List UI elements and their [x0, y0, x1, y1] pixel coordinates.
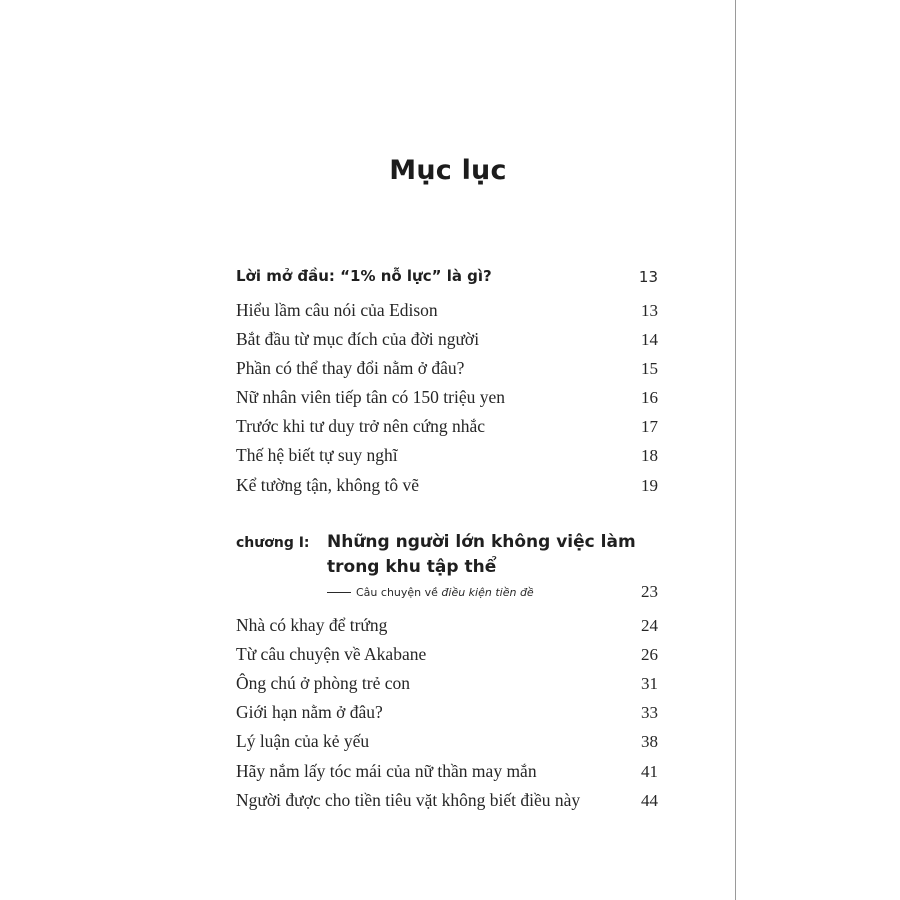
toc-entry-page: 41 — [641, 762, 658, 781]
toc-entry-page: 38 — [641, 732, 658, 751]
toc-entry: Bắt đầu từ mục đích của đời người — [236, 329, 480, 349]
toc-entry: Người được cho tiền tiêu vặt không biết điều này — [236, 790, 581, 810]
toc-entry: Hiểu lầm câu nói của Edison — [236, 300, 438, 320]
chapter-page-number: 23 — [641, 582, 658, 601]
page-title: Mục lục — [389, 155, 507, 186]
toc-entry: Lý luận của kẻ yếu — [236, 731, 370, 751]
toc-entry-page: 33 — [641, 703, 658, 722]
toc-entry-page: 14 — [641, 330, 658, 349]
toc-entry: Nữ nhân viên tiếp tân có 150 triệu yen — [236, 387, 505, 407]
chapter-title-line-1: Những người lớn không việc làm — [327, 532, 636, 552]
chapter-number: chương I: — [236, 535, 310, 551]
toc-entry: Giới hạn nằm ở đâu? — [236, 702, 383, 722]
em-dash-rule — [327, 592, 351, 593]
toc-entry-page: 24 — [641, 616, 658, 635]
toc-entry-page: 13 — [641, 301, 658, 320]
toc-entry: Nhà có khay để trứng — [236, 615, 388, 635]
intro-heading: Lời mở đầu: “1% nỗ lực” là gì? — [236, 267, 492, 285]
toc-entry: Ông chú ở phòng trẻ con — [236, 673, 411, 693]
toc-entry: Phần có thể thay đổi nằm ở đâu? — [236, 358, 465, 378]
toc-entry-page: 26 — [641, 645, 658, 664]
chapter-subtitle — [327, 586, 534, 599]
toc-entry-page: 44 — [641, 791, 658, 810]
toc-entry-page: 15 — [641, 359, 658, 378]
toc-entry: Từ câu chuyện về Akabane — [236, 644, 427, 664]
page-edge-divider — [735, 0, 736, 900]
toc-entry: Trước khi tư duy trở nên cứng nhắc — [236, 416, 485, 436]
chapter-subtitle-prefix: Câu chuyện về — [356, 586, 438, 599]
toc-entry: Thế hệ biết tự suy nghĩ — [236, 445, 398, 465]
chapter-title-line-2: trong khu tập thể — [327, 557, 497, 577]
toc-entry-page: 18 — [641, 446, 658, 465]
toc-entry-page: 17 — [641, 417, 658, 436]
toc-entry: Hãy nắm lấy tóc mái của nữ thần may mắn — [236, 761, 537, 781]
toc-entry-page: 16 — [641, 388, 658, 407]
toc-entry: Kể tường tận, không tô vẽ — [236, 475, 420, 495]
intro-page-number: 13 — [638, 268, 658, 286]
toc-entry-page: 19 — [641, 476, 658, 495]
chapter-subtitle-italic: điều kiện tiền đề — [441, 586, 534, 599]
toc-entry-page: 31 — [641, 674, 658, 693]
